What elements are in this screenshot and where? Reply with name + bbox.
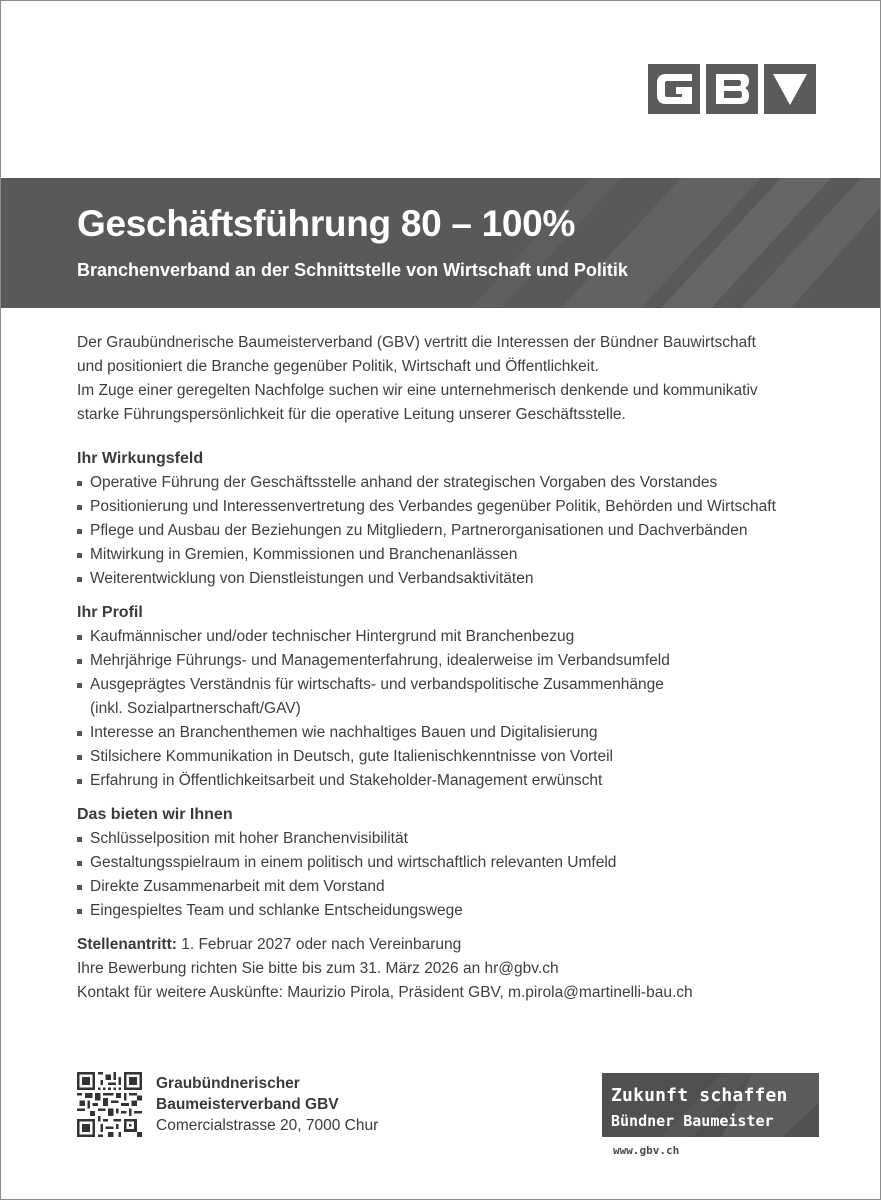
list-profil: [77, 625, 837, 793]
list-item: Mitwirkung in Gremien, Kommissionen und Branchenanlässen: [77, 543, 837, 567]
job-subtitle: Branchenverband an der Schnittstelle von Wirtschaft und Politik: [77, 260, 628, 280]
section-title-profil: Ihr Profil: [77, 604, 143, 621]
list-item: Schlüsselposition mit hoher Branchenvisibilität: [77, 827, 837, 851]
qr-code-icon: [77, 1072, 142, 1137]
slogan-line1: Zukunft schaffen: [611, 1085, 788, 1106]
list-item: Gestaltungsspielraum in einem politisch und wirtschaftlich relevanten Umfeld: [77, 851, 837, 875]
intro-line: starke Führungspersönlichkeit für die operative Leitung unserer Geschäftsstelle.: [77, 406, 626, 423]
start-date: [77, 933, 837, 957]
list-item: Mehrjährige Führungs- und Managementerfahrung, idealerweise im Verbandsumfeld: [77, 649, 837, 673]
list-item: Operative Führung der Geschäftsstelle anhand der strategischen Vorgaben des Vorstandes: [77, 471, 837, 495]
apply-line: Ihre Bewerbung richten Sie bitte bis zum 31. März 2026 an hr@gbv.ch: [77, 960, 559, 977]
intro-line: Im Zuge einer geregelten Nachfolge suchen wir eine unternehmerisch denkende und kommunikativ: [77, 382, 758, 399]
list-item-continuation: (inkl. Sozialpartnerschaft/GAV): [90, 700, 301, 717]
closing-info: [77, 933, 837, 1005]
logo-letter-g: [648, 64, 700, 114]
street-address: Comercialstrasse 20, 7000 Chur: [156, 1117, 379, 1134]
job-title: Geschäftsführung 80 – 100%: [77, 203, 576, 244]
org-name-line1: Graubündnerischer: [156, 1075, 300, 1092]
organization-address: [156, 1073, 378, 1136]
main-content: [77, 331, 837, 1005]
intro-line: und positioniert die Branche gegenüber Politik, Wirtschaft und Öffentlichkeit.: [77, 358, 599, 375]
start-value: 1. Februar 2027 oder nach Vereinbarung: [181, 936, 462, 953]
list-wirkungsfeld: [77, 471, 837, 591]
list-item: [77, 673, 837, 721]
list-item: Stilsichere Kommunikation in Deutsch, gute Italienischkenntnisse von Vorteil: [77, 745, 837, 769]
list-item: Erfahrung in Öffentlichkeitsarbeit und Stakeholder-Management erwünscht: [77, 769, 837, 793]
slogan-box: [602, 1073, 819, 1137]
list-item: Direkte Zusammenarbeit mit dem Vorstand: [77, 875, 837, 899]
logo-letter-v: [764, 64, 816, 114]
list-item: Pflege und Ausbau der Beziehungen zu Mitgliedern, Partnerorganisationen und Dachverbänden: [77, 519, 837, 543]
title-banner: [1, 178, 880, 308]
list-item: Weiterentwicklung von Dienstleistungen und Verbandsaktivitäten: [77, 567, 837, 591]
list-item-text: Ausgeprägtes Verständnis für wirtschafts- und verbandspolitische Zusammenhänge: [90, 676, 664, 693]
section-title-angebot: Das bieten wir Ihnen: [77, 806, 233, 823]
start-label: Stellenantritt:: [77, 936, 177, 953]
logo-letter-b: [706, 64, 758, 114]
list-item: Positionierung und Interessenvertretung des Verbandes gegenüber Politik, Behörden und Wirtschaft: [77, 495, 837, 519]
list-item: Kaufmännischer und/oder technischer Hintergrund mit Branchenbezug: [77, 625, 837, 649]
contact-line: Kontakt für weitere Auskünfte: Maurizio Pirola, Präsident GBV, m.pirola@martinelli-bau.ch: [77, 984, 693, 1001]
org-name-line2: Baumeisterverband GBV: [156, 1096, 339, 1113]
slogan-line2: Bündner Baumeister: [611, 1112, 774, 1130]
list-item: Eingespieltes Team und schlanke Entscheidungswege: [77, 899, 837, 923]
list-item: Interesse an Branchenthemen wie nachhaltiges Bauen und Digitalisierung: [77, 721, 837, 745]
intro-text: [77, 331, 837, 427]
list-angebot: [77, 827, 837, 923]
intro-line: Der Graubündnerische Baumeisterverband (GBV) vertritt die Interessen der Bündner Bauwirtschaft: [77, 334, 756, 351]
website-link[interactable]: www.gbv.ch: [613, 1144, 680, 1157]
gbv-logo: [648, 64, 816, 114]
section-title-wirkungsfeld: Ihr Wirkungsfeld: [77, 450, 204, 467]
